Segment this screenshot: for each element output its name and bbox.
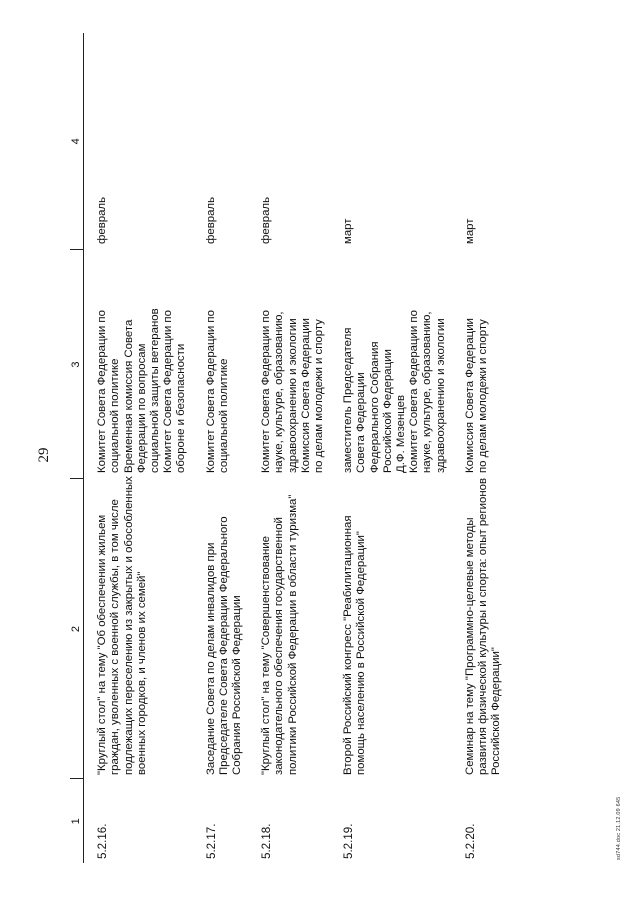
responsible-line: Российской Федерации: [381, 349, 394, 473]
responsible-line: обороне и безопасности: [175, 343, 188, 473]
event-title: [193, 479, 249, 779]
responsible-line: социальной политике: [109, 358, 122, 473]
responsible-bodies: [330, 250, 452, 479]
responsible-line: Федерации по вопросам: [135, 343, 148, 473]
event-title: [330, 479, 452, 779]
page-number: 29: [36, 447, 52, 463]
responsible-line: по делам молодежи и спорту: [477, 319, 490, 473]
event-title: [84, 476, 193, 779]
responsible-line: Комиссия Совета Федерации: [463, 318, 476, 473]
item-number: 5.2.19.: [342, 823, 356, 859]
event-month: март: [342, 218, 355, 244]
table-row: [193, 33, 249, 863]
responsible-line: Федерального Собрания: [368, 341, 381, 473]
responsible-line: Совета Федерации: [355, 372, 368, 473]
responsible-line: по делам молодежи и спорту: [313, 319, 326, 473]
responsible-bodies: [193, 250, 249, 479]
item-number: 5.2.16.: [96, 823, 110, 859]
responsible-line: Комитет Совета Федерации по: [408, 310, 421, 473]
table-row: [452, 33, 508, 863]
responsible-line: Временная комиссия Совета: [122, 319, 135, 473]
event-title-line: законодательного обеспечения государственной: [273, 517, 286, 775]
footer-code: sd744.doc 21.12.09 645: [616, 796, 622, 860]
event-title-line: "Круглый стол" на тему "Совершенствование: [260, 536, 273, 775]
column-header-1: 1: [70, 779, 84, 863]
event-title-line: Заседание Совета по делам инвалидов при: [204, 542, 217, 775]
item-number: 5.2.20.: [463, 823, 477, 859]
table-row: [84, 33, 193, 863]
event-title-line: "Круглый стол" на тему "Об обеспечении жильем: [96, 514, 109, 775]
event-title-line: Собрания Российской Федерации: [231, 595, 244, 775]
event-title: [248, 479, 330, 779]
event-title-line: Российской Федерации": [490, 647, 503, 775]
event-month: февраль: [260, 196, 273, 244]
event-title: [452, 479, 508, 779]
responsible-bodies: [452, 250, 508, 479]
event-title-line: подлежащих переселению из закрытых и обособленных: [122, 476, 135, 775]
table-body: [84, 33, 508, 863]
responsible-line: Комитет Совета Федерации по: [204, 310, 217, 473]
responsible-line: науке, культуре, образованию,: [421, 311, 434, 473]
responsible-line: социальной защиты ветеранов: [149, 308, 162, 473]
responsible-bodies: [248, 250, 330, 479]
responsible-line: Д.Ф. Мезенцев: [395, 394, 408, 473]
event-title-line: Председателе Совета Федерации Федерального: [217, 516, 230, 775]
event-title-line: Второй Российский конгресс "Реабилитационная: [342, 515, 355, 775]
header-row: [70, 33, 84, 863]
responsible-line: Комитет Совета Федерации по: [96, 310, 109, 473]
event-title-line: Семинар на тему "Программно-целевые методы: [463, 517, 476, 775]
event-month: февраль: [204, 196, 217, 244]
responsible-line: Комитет Совета Федерации по: [162, 310, 175, 473]
events-table: [70, 33, 507, 863]
responsible-line: здравоохранению и экологии: [434, 318, 447, 473]
column-header-2: 2: [70, 479, 84, 779]
table-row: [248, 33, 330, 863]
responsible-line: Комиссия Совета Федерации: [299, 318, 312, 473]
event-month: март: [463, 218, 476, 244]
column-header-4: 4: [70, 33, 84, 250]
responsible-line: здравоохранению и экологии: [286, 318, 299, 473]
responsible-line: науке, культуре, образованию,: [273, 311, 286, 473]
column-header-3: 3: [70, 250, 84, 479]
event-title-line: граждан, уволенных с военной службы, в том числе: [109, 499, 122, 775]
event-month: февраль: [96, 196, 109, 244]
event-title-line: политики Российской Федерации в области туризма": [286, 494, 299, 775]
table-row: [330, 33, 452, 863]
event-title-line: помощь населению в Российской Федерации": [355, 531, 368, 775]
responsible-line: Комитет Совета Федерации по: [260, 310, 273, 473]
responsible-line: заместитель Председателя: [342, 327, 355, 473]
event-title-line: развития физической культуры и спорта: опыт регионов: [477, 477, 490, 775]
responsible-line: социальной политике: [217, 358, 230, 473]
item-number: 5.2.17.: [204, 823, 218, 859]
event-title-line: военных городков, и членов их семей": [135, 571, 148, 775]
item-number: 5.2.18.: [260, 823, 274, 859]
responsible-bodies: [84, 250, 193, 479]
